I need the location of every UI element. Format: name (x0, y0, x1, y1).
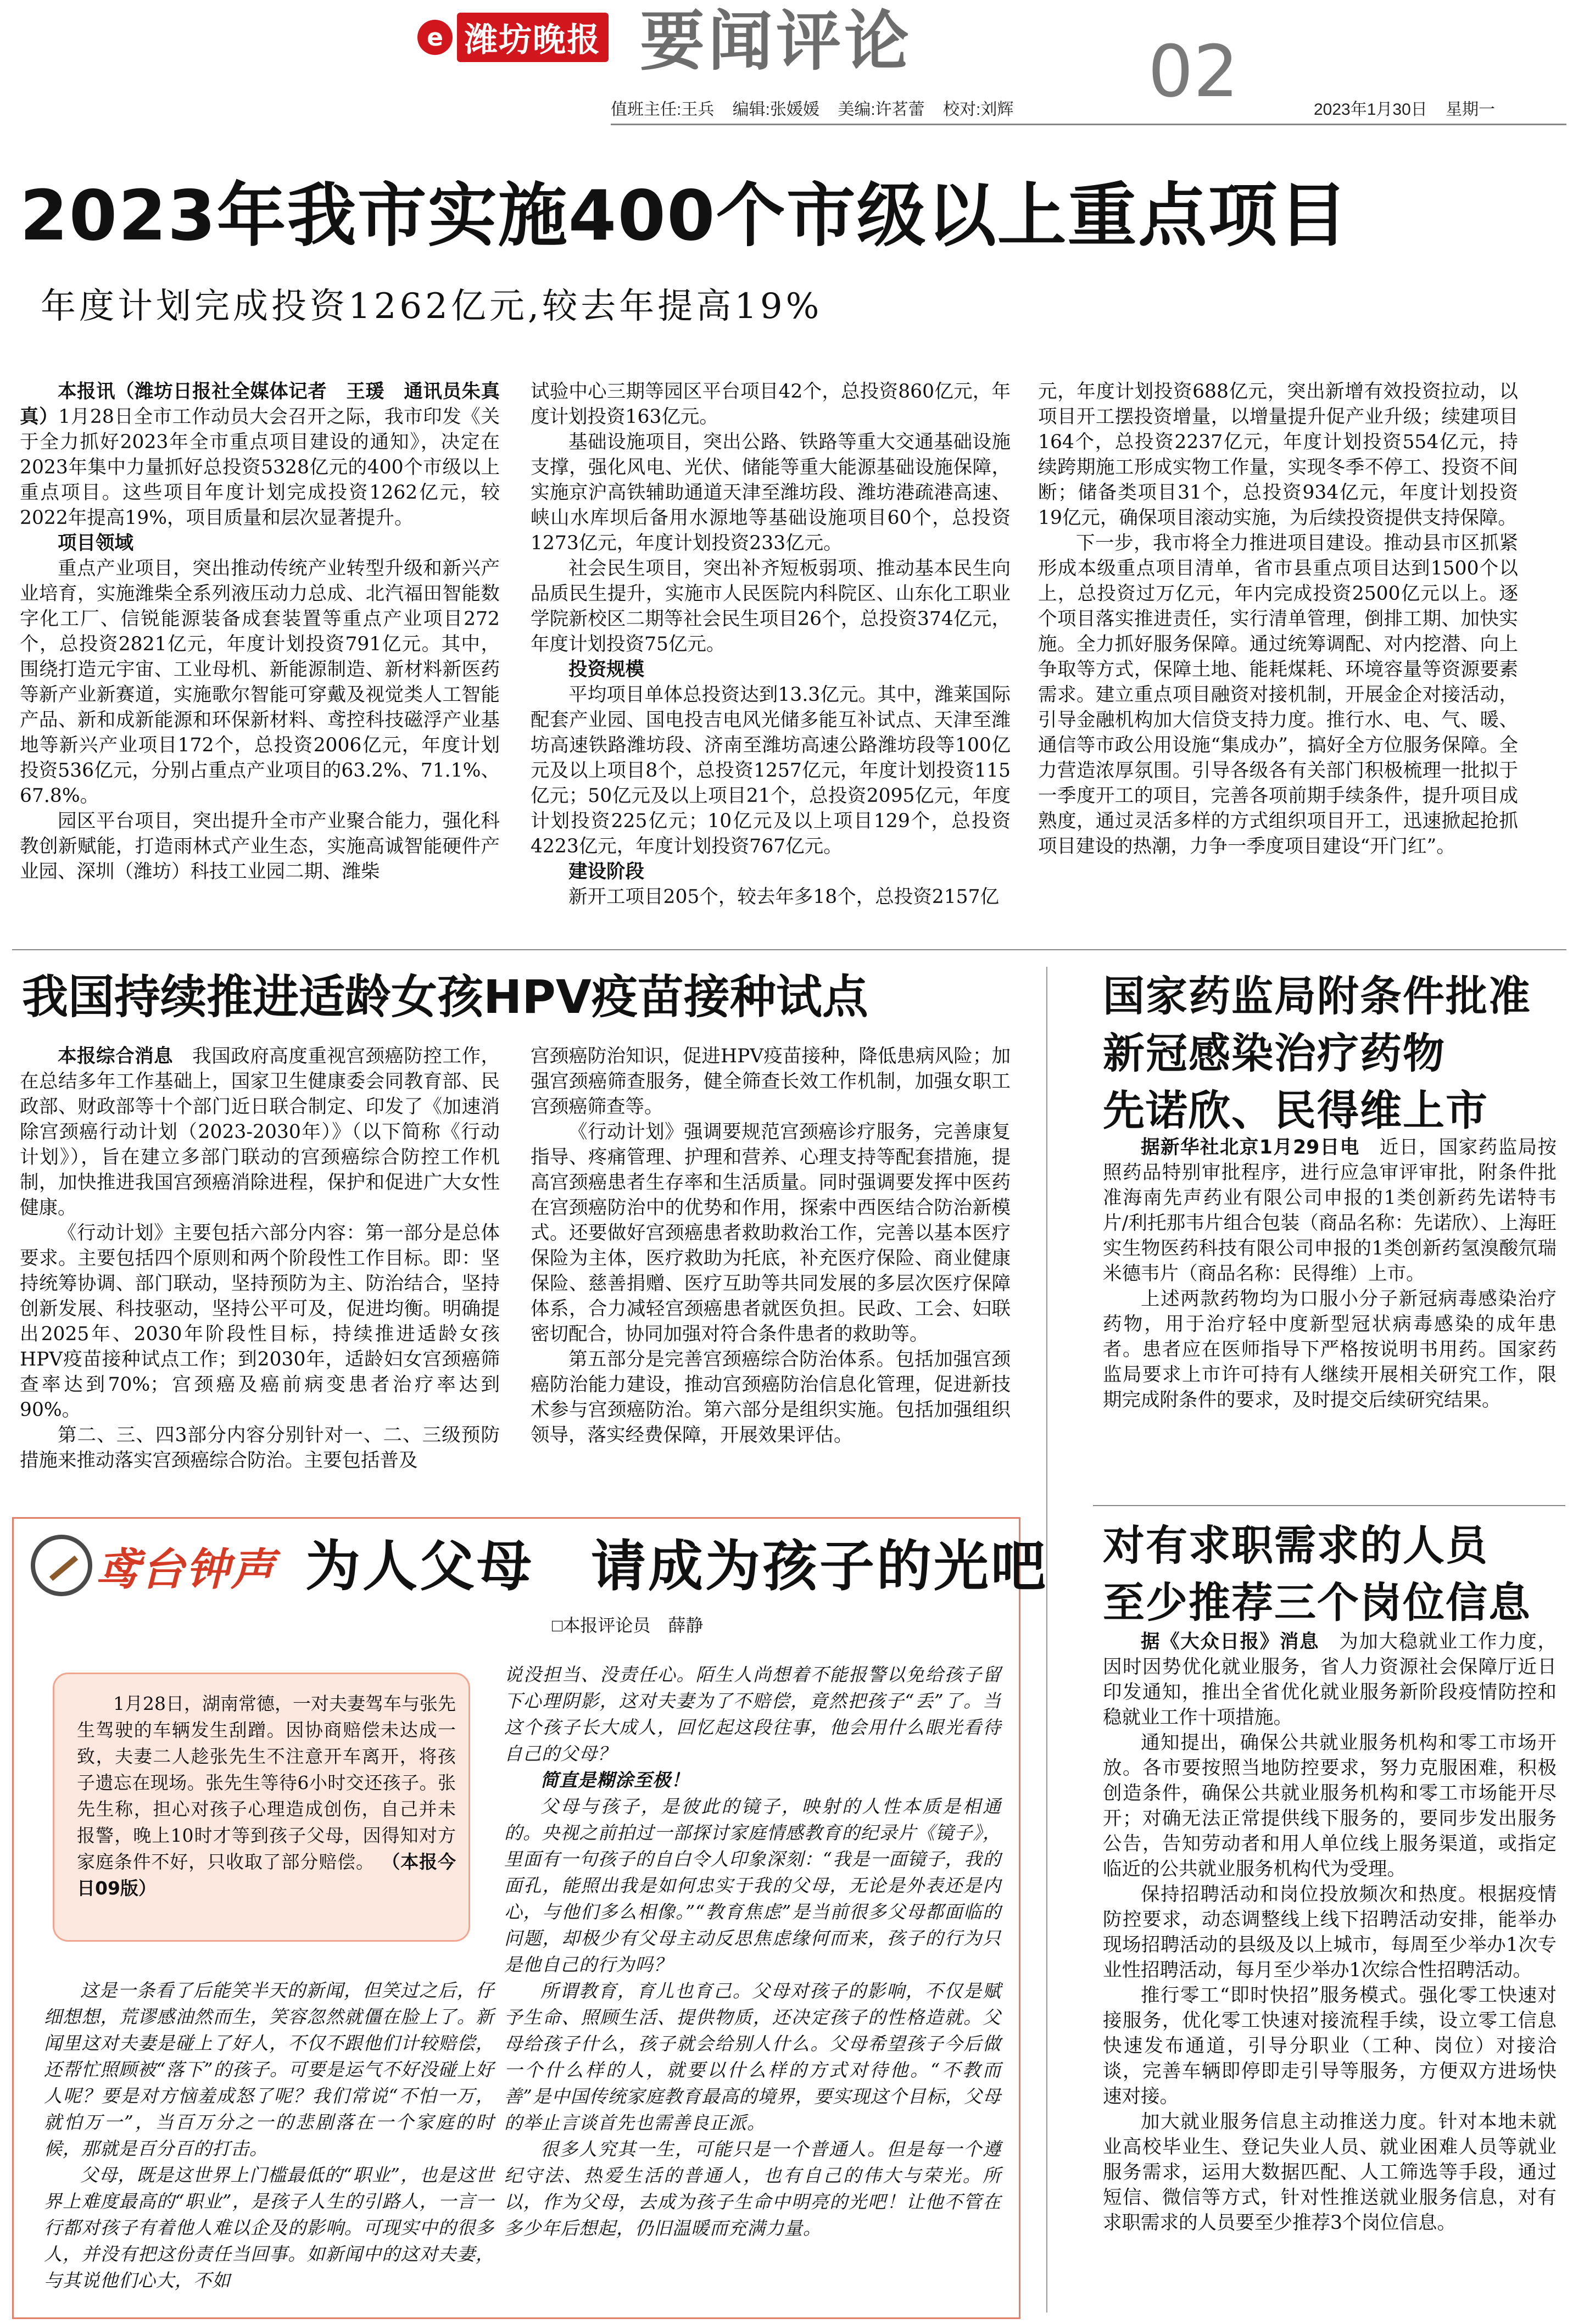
subhead: 建设阶段 (568, 861, 644, 883)
paragraph: 所谓教育，育儿也育己。父母对孩子的影响，不仅是赋予生命、照顾生活、提供物质，还决定孩子的性格造就。父母给孩子什么，孩子就会给别人什么。父母希望孩子今后做一个什么样的人，就要以什么样的方式对待他。“不教而善”是中国传统家庭教育最高的境界，要实现这个目标，父母的举止言谈首先也需善良正派。 (504, 1980, 1001, 2133)
jobs-byline: 据《大众日报》消息 (1141, 1631, 1320, 1653)
drug-headline: 国家药监局附条件批准 新冠感染治疗药物 先诺欣、民得维上市 (1103, 972, 1531, 1135)
paragraph: 《行动计划》主要包括六部分内容：第一部分是总体要求。主要包括四个原则和两个阶段性工作目标。即：坚持统筹协调、部门联动，坚持预防为主、防治结合，坚持创新发展、科技驱动，坚持公平可及，促进均衡。明确提出2025年、2030年阶段性目标，持续推进适龄女孩HPV疫苗接种试点工作；到2030年，适龄妇女宫颈癌筛查率达到70%；宫颈癌及癌前病变患者治疗率达到90%。 (20, 1222, 500, 1421)
section-divider (12, 949, 1566, 950)
hpv-column-1 (20, 1044, 500, 1473)
hpv-column-2 (531, 1044, 1011, 1448)
paper-name: 潍坊晚报 (457, 13, 609, 62)
paragraph: 第二、三、四3部分内容分别针对一、二、三级预防措施来推动落实宫颈癌综合防治。主要包括普及 (20, 1424, 500, 1472)
lead-column-2 (531, 379, 1011, 910)
jobs-headline: 对有求职需求的人员 至少推荐三个岗位信息 (1103, 1521, 1531, 1627)
paragraph: 推行零工“即时快招”服务模式。强化零工快速对接服务，优化零工快速对接流程手续，设立零工信息快速发布通道，引导分职业（工种、岗位）对接洽谈，完善车辆即停即走引导等服务，方便双方进场快速对接。 (1103, 1985, 1557, 2108)
masthead-divider (611, 124, 1566, 125)
subhead: 项目领域 (58, 532, 133, 554)
paragraph: 保持招聘活动和岗位投放频次和热度。根据疫情防控要求，动态调整线上线下招聘活动安排，能举办现场招聘活动的县级及以上城市，每周至少举办1次专业性招聘活动，每月至少举办1次综合性招聘活动。 (1103, 1883, 1557, 1981)
paper-logo-icon: e (417, 20, 453, 55)
drug-story-body (1103, 1135, 1557, 1413)
column-divider (1046, 967, 1047, 2312)
paragraph: 园区平台项目，突出提升全市产业聚合能力，强化科教创新赋能，打造雨林式产业生态，实施高诚智能硬件产业园、深圳（潍坊）科技工业园二期、潍柴 (20, 810, 500, 883)
issue-date: 2023年1月30日 星期一 (1314, 101, 1496, 119)
commentary-author: □本报评论员 薛静 (552, 1615, 704, 1635)
lead-column-3 (1038, 379, 1518, 859)
lead-headline: 2023年我市实施400个市级以上重点项目 (20, 175, 1349, 256)
paragraph: 这是一条看了后能笑半天的新闻，但笑过之后，仔细想想，荒谬感油然而生，笑容忽然就僵在脸上了。新闻里这对夫妻是碰上了好人，不仅不跟他们计较赔偿，还帮忙照顾被“落下”的孩子。可要是运气不好没碰上好人呢？要是对方恼羞成怒了呢？我们常说“不怕一万，就怕万一”，当百万分之一的悲剧落在一个家庭的时候，那就是百分百的打击。 (44, 1980, 494, 2159)
clock-bell-icon (31, 1535, 92, 1596)
paragraph: 第五部分是完善宫颈癌综合防治体系。包括加强宫颈癌防治能力建设，推动宫颈癌防治信息化管理，促进新技术参与宫颈癌防治。第六部分是组织实施。包括加强组织领导，落实经费保障，开展效果评估。 (531, 1348, 1011, 1446)
news-summary (77, 1691, 456, 1902)
paragraph: 社会民生项目，突出补齐短板弱项、推动基本民生向品质民生提升，实施市人民医院内科院区、山东化工职业学院新校区二期等社会民生项目26个，总投资374亿元，年度计划投资75亿元。 (531, 558, 1011, 655)
paragraph: 下一步，我市将全力推进项目建设。推动县市区抓紧形成本级重点项目清单，省市县重点项目达到1500个以上，总投资过万亿元，年内完成投资2500亿元以上。逐个项目落实推进责任，实行清单管理，倒排工期、加快实施。全力抓好服务保障。通过统筹调配、对内挖潜、向上争取等方式，保障土地、能耗煤耗、环境容量等资源要素需求。建立重点项目融资对接机制，开展金企对接活动，引导金融机构加大信贷支持力度。推行水、电、气、暖、通信等市政公用设施“集成办”，搞好全方位服务保障。全力营造浓厚氛围。引导各级各有关部门积极梳理一批拟于一季度开工的项目，完善各项前期手续条件，提升项目成熟度，通过灵活多样的方式组织项目开工，迅速掀起抢抓项目建设的热潮，力争一季度项目建设“开门红”。 (1038, 532, 1518, 857)
paragraph: 新开工项目205个，较去年多18个，总投资2157亿 (568, 886, 1000, 908)
lead-byline: 本报讯（潍坊日报社全媒体记者 王瑗 通讯员朱真真） (20, 381, 500, 428)
paragraph: 重点产业项目，突出推动传统产业转型升级和新兴产业培育，实施潍柴全系列液压动力总成、北汽福田智能数字化工厂、信锐能源装备成套装置等重点产业项目272个，总投资2821亿元，年度计划投资791亿元。其中，围绕打造元宇宙、工业母机、新能源制造、新材料新医药等新产业新赛道，实施歌尔智能可穿戴及视觉类人工智能产品、新和成新能源和环保新材料、鸢控科技磁浮产业基地等新兴产业项目172个，总投资2006亿元，年度计划投资536亿元，分别占重点产业项目的63.2%、71.1%、67.8%。 (20, 558, 500, 807)
lead-subheadline: 年度计划完成投资1262亿元,较去年提高19% (41, 286, 823, 327)
drug-byline: 据新华社北京1月29日电 (1141, 1136, 1360, 1158)
paragraph: 父母与孩子，是彼此的镜子，映射的人性本质是相通的。央视之前拍过一部探讨家庭情感教育的纪录片《镜子》，里面有一句孩子的自白令人印象深刻：“我是一面镜子，我的面孔，能照出我是如何忠实于我的父母，无论是外表还是内心，与他们多么相像。”“教育焦虑”是当前很多父母都面临的问题，却极少有父母主动反思焦虑缘何而来，孩子的行为只是他自己的行为吗？ (504, 1796, 1001, 1975)
commentary-title: 为人父母 请成为孩子的光吧 (305, 1534, 1048, 1598)
paragraph: 1月28日全市工作动员大会召开之际，我市印发《关于全力抓好2023年全市重点项目建设的通知》，决定在2023年集中力量抓好总投资5328亿元的400个市级以上重点项目。这些项目年度计划完成投资1262亿元，较2022年提高19%，项目质量和层次显著提升。 (20, 406, 500, 529)
paragraph: 为加大稳就业工作力度，因时因势优化就业服务，省人力资源社会保障厅近日印发通知，推出全省优化就业服务新阶段疫情防控和稳就业工作十项措施。 (1103, 1631, 1557, 1729)
paragraph: 说没担当、没责任心。陌生人尚想着不能报警以免给孩子留下心理阴影，这对夫妻为了不赔偿，竟然把孩子“丢”了。当这个孩子长大成人，回忆起这段往事，他会用什么眼光看待自己的父母？ (504, 1664, 1001, 1764)
column-name: 鸢台钟声 (96, 1543, 276, 1595)
commentary-column-2 (504, 1662, 1001, 2242)
column-logo (31, 1529, 283, 1602)
paragraph: 基础设施项目，突出公路、铁路等重大交通基础设施支撑，强化风电、光伏、储能等重大能源基础设施保障，实施京沪高铁辅助通道天津至潍坊段、潍坊港疏港高速、峡山水库坝后备用水源地等基础设施项目60个，总投资1273亿元，年度计划投资233亿元。 (531, 431, 1011, 554)
hpv-headline: 我国持续推进适龄女孩HPV疫苗接种试点 (22, 970, 868, 1024)
summary-source: （本报今日09版） (77, 1851, 456, 1899)
paragraph: 宫颈癌防治知识，促进HPV疫苗接种，降低患病风险；加强宫颈癌筛查服务，健全筛查长效工作机制，加强女职工宫颈癌筛查等。 (531, 1045, 1011, 1118)
lead-column-1 (20, 379, 500, 884)
paragraph: 近日，国家药监局按照药品特别审批程序，进行应急审评审批，附条件批准海南先声药业有限公司申报的1类创新药先诺特韦片/利托那韦片组合包装（商品名称：先诺欣）、上海旺实生物医药科技有限公司申报的1类创新药氢溴酸氘瑞米德韦片（商品名称：民得维）上市。 (1103, 1136, 1557, 1285)
commentary-column-1 (44, 1977, 494, 2294)
paragraph: 元，年度计划投资688亿元，突出新增有效投资拉动，以项目开工摆投资增量，以增量提升促产业升级；续建项目164个，总投资2237亿元，年度计划投资554亿元，持续跨期施工形成实物工作量，实现冬季不停工、投资不间断；储备类项目31个，总投资934亿元，年度计划投资19亿元，确保项目滚动实施，为后续投资提供支持保障。 (1038, 381, 1518, 529)
paragraph: 试验中心三期等园区平台项目42个，总投资860亿元，年度计划投资163亿元。 (531, 381, 1011, 428)
newspaper-logo (417, 4, 632, 70)
paragraph: 平均项目单体总投资达到13.3亿元。其中，潍莱国际配套产业园、国电投吉电风光储多能互补试点、天津至潍坊高速铁路潍坊段、济南至潍坊高速公路潍坊段等100亿元及以上项目8个，总投资1257亿元，年度计划投资115亿元；50亿元及以上项目21个，总投资2095亿元，年度计划投资225亿元；10亿元及以上项目129个，总投资4223亿元，年度计划投资767亿元。 (531, 684, 1011, 857)
jobs-story-body (1103, 1629, 1557, 2236)
paragraph: 加大就业服务信息主动推送力度。针对本地未就业高校毕业生、登记失业人员、就业困难人员等就业服务需求，运用大数据匹配、人工筛选等手段，通过短信、微信等方式，针对性推送就业服务信息，对有求职需求的人员要至少推荐3个岗位信息。 (1103, 2111, 1557, 2234)
summary-text: 1月28日，湖南常德，一对夫妻驾车与张先生驾驶的车辆发生刮蹭。因协商赔偿未达成一致，夫妻二人趁张先生不注意开车离开，将孩子遗忘在现场。张先生等待6小时交还孩子。张先生称，担心对孩子心理造成创伤，自己并未报警，晚上10时才等到孩子父母，因得知对方家庭条件不好，只收取了部分赔偿。 (77, 1693, 456, 1872)
subhead: 投资规模 (568, 659, 644, 681)
side-divider (1093, 1505, 1565, 1506)
staff-credits: 值班主任:王兵 编辑:张媛媛 美编:许茗蕾 校对:刘辉 (611, 101, 1014, 119)
paragraph: 父母，既是这世界上门槛最低的“职业”，也是这世界上难度最高的“职业”，是孩子人生的引路人，一言一行都对孩子有着他人难以企及的影响。可现实中的很多人，并没有把这份责任当回事。如新闻中的这对夫妻，与其说他们心大，不如 (44, 2164, 494, 2291)
paragraph: 《行动计划》强调要规范宫颈癌诊疗服务，完善康复指导、疼痛管理、护理和营养、心理支持等配套措施，提高宫颈癌患者生存率和生活质量。同时强调要发挥中医药在宫颈癌防治中的优势和作用，探索中西医结合防治新模式。还要做好宫颈癌患者救助救治工作，完善以基本医疗保险为主体，医疗救助为托底，补充医疗保险、商业健康保险、慈善捐赠、医疗互助等共同发展的多层次医疗保障体系，合力减轻宫颈癌患者就医负担。民政、工会、妇联密切配合，协同加强对符合条件患者的救助等。 (531, 1121, 1011, 1345)
paragraph: 很多人究其一生，可能只是一个普通人。但是每一个遵纪守法、热爱生活的普通人，也有自己的伟大与荣光。所以，作为父母，去成为孩子生命中明亮的光吧！让他不管在多少年后想起，仍旧温暖而充满力量。 (504, 2138, 1001, 2239)
section-title: 要闻评论 (640, 3, 913, 79)
hpv-byline: 本报综合消息 (58, 1045, 174, 1067)
paragraph: 通知提出，确保公共就业服务机构和零工市场开放。各市要按照当地防控要求，努力克服困难，积极创造条件，确保公共就业服务机构和零工市场能开尽开；对确无法正常提供线下服务的，要同步发出服务公告，告知劳动者和用人单位线上服务渠道，或指定临近的公共就业服务机构代为受理。 (1103, 1732, 1557, 1880)
paragraph: 简直是糊涂至极！ (540, 1769, 690, 1791)
paragraph: 我国政府高度重视宫颈癌防控工作，在总结多年工作基础上，国家卫生健康委会同教育部、民政部、财政部等十个部门近日联合制定、印发了《加速消除宫颈癌行动计划（2023-2030年）》（以下简称《行动计划》），旨在建立多部门联动的宫颈癌综合防控工作机制，加快推进我国宫颈癌消除进程，保护和促进广大女性健康。 (20, 1045, 500, 1219)
page-number: 02 (1148, 30, 1239, 113)
paragraph: 上述两款药物均为口服小分子新冠病毒感染治疗药物，用于治疗轻中度新型冠状病毒感染的成年患者。患者应在医师指导下严格按说明书用药。国家药监局要求上市许可持有人继续开展相关研究工作，限期完成附条件的要求，及时提交后续研究结果。 (1103, 1288, 1557, 1411)
